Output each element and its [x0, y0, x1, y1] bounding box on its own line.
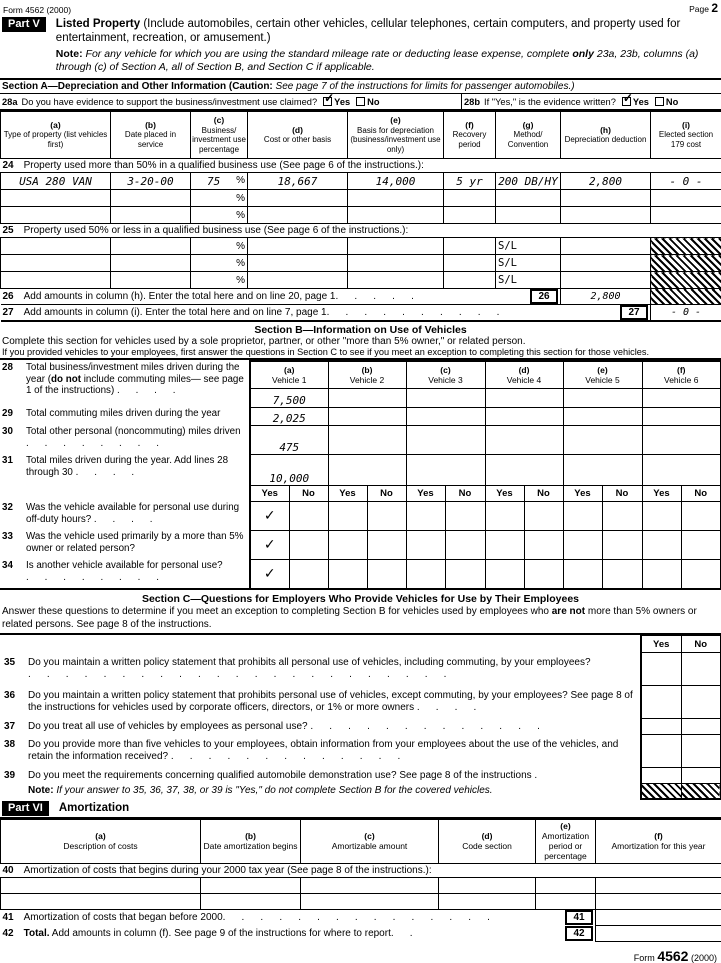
line-27-total[interactable]: - 0 - [651, 305, 721, 322]
line-30-vehicle-1[interactable]: 475 [250, 425, 328, 454]
line-28-vehicle-1[interactable]: 7,500 [250, 388, 328, 407]
q36-yes-cell[interactable] [641, 686, 681, 719]
v5-no-header: No [602, 485, 642, 501]
entry-cell[interactable] [444, 272, 496, 289]
hatched-cell [651, 255, 721, 272]
question-38-row [0, 735, 721, 768]
entry-cell[interactable] [1, 877, 201, 893]
sl-method-cell: S/L [496, 238, 561, 255]
yn-cell[interactable] [406, 559, 445, 589]
col-basis-depreciation: (e) Basis for depreciation (business/investment use only) [348, 112, 444, 159]
yn-cell[interactable] [367, 559, 406, 589]
q39-no-cell[interactable] [681, 768, 721, 784]
yes-no-header-row [0, 485, 721, 501]
entry-cell[interactable] [348, 190, 444, 207]
entry-cell[interactable] [561, 255, 651, 272]
col-date-amortization-begins: (b) Date amortization begins [201, 819, 301, 863]
entry-cell[interactable] [485, 425, 563, 454]
col-amortizable-amount: (c) Amortizable amount [301, 819, 439, 863]
yn-cell[interactable] [563, 501, 602, 530]
line-29-row [0, 407, 721, 425]
section-b-intro-1: Complete this section for vehicles used by a sole proprietor, partner, or other "more than 5% owner," or related person. [2, 336, 526, 347]
section-c-intro: Answer these questions to determine if you meet an exception to completing Section B for vehicles used by employees who are not more than 5% owners or related persons. See page 8 of the instructions. [0, 605, 721, 635]
entry-cell[interactable] [328, 425, 406, 454]
entry-cell[interactable]: 75 % [191, 173, 248, 190]
yn-cell[interactable] [524, 501, 563, 530]
line-25-label-row [1, 224, 721, 238]
q28b-no-checkbox[interactable] [655, 97, 664, 106]
hatched-cell [651, 289, 721, 305]
yn-cell[interactable] [602, 559, 642, 589]
line-40-entry-row-1 [1, 877, 721, 893]
line-29-vehicle-1[interactable]: 2,025 [250, 407, 328, 425]
entry-cell[interactable] [248, 238, 348, 255]
yn-cell[interactable] [524, 559, 563, 589]
part-vi-title: Amortization [58, 802, 130, 814]
line-27-row [1, 305, 721, 322]
line-42-row [1, 925, 721, 941]
section-a-table [0, 111, 721, 322]
form-number: 4562 [657, 947, 689, 963]
entry-cell[interactable] [348, 238, 444, 255]
line-31-vehicle-1[interactable]: 10,000 [250, 454, 328, 485]
section-c-note: Note: If your answer to 35, 36, 37, 38, or 39 is "Yes," do not complete Section B for the covered vehicles. [28, 785, 493, 796]
part-v-badge: Part V [2, 17, 46, 32]
col-code-section: (d) Code section [439, 819, 536, 863]
entry-cell[interactable]: 200 DB/HY [496, 173, 561, 190]
line-24-entry-row-2 [1, 190, 721, 207]
yn-cell[interactable] [642, 559, 681, 589]
entry-cell[interactable] [248, 207, 348, 224]
v6-yes-header: Yes [642, 485, 681, 501]
col-depreciation-deduction: (h) Depreciation deduction [561, 112, 651, 159]
line-25-entry-row-1 [1, 238, 721, 255]
check-icon: ✓ [324, 91, 335, 105]
line-33-row [0, 530, 721, 559]
question-35: 35 Do you maintain a written policy statement that prohibits all personal use of vehicles, including commuting, by your employees? . . . . . . . . . . . . . . . . . . . . . . . [4, 657, 591, 680]
yn-cell[interactable] [367, 530, 406, 559]
entry-cell[interactable] [406, 407, 485, 425]
entry-cell[interactable] [248, 272, 348, 289]
col-date-placed: (b) Date placed in service [111, 112, 191, 159]
q35-no-cell[interactable] [681, 653, 721, 686]
yn-cell[interactable] [563, 530, 602, 559]
yn-cell[interactable] [367, 501, 406, 530]
entry-cell[interactable] [563, 388, 642, 407]
line-25-entry-row-2 [1, 255, 721, 272]
entry-cell[interactable] [111, 207, 191, 224]
section-c-heading: Section C—Questions for Employers Who Provide Vehicles for Use by Their Employees [141, 593, 580, 605]
line-26-total[interactable]: 2,800 [561, 289, 651, 305]
col-recovery-period: (f) Recovery period [444, 112, 496, 159]
entry-cell[interactable] [596, 893, 721, 909]
line-31-row [0, 454, 721, 485]
entry-cell[interactable] [485, 407, 563, 425]
question-38: 38 Do you provide more than five vehicles to your employees, obtain information from your employees about the use of the vehicles, and retain the information received? . . . . . . . . . . . . . [4, 739, 619, 762]
entry-cell[interactable]: % [191, 272, 248, 289]
entry-cell[interactable] [348, 272, 444, 289]
line-32-row [0, 501, 721, 530]
page-number: Page 2 [689, 1, 718, 15]
section-b-intro-2: If you provided vehicles to your employees, first answer the questions in Section C to see if you meet an exception to completing this section for those vehicles. [0, 347, 721, 360]
vehicle-header-row [0, 361, 721, 388]
line-41-amount[interactable] [596, 909, 721, 925]
line-32-label: 32 Was the vehicle available for personal use during off-duty hours? . . . . [2, 502, 240, 525]
yn-cell[interactable] [485, 501, 524, 530]
yes-column-header: Yes [641, 636, 681, 653]
line-41-label: 41 Amortization of costs that began before 2000 . . . . . . . . . . . . . . . 41 [1, 909, 596, 925]
yn-cell[interactable] [524, 530, 563, 559]
line-34-row [0, 559, 721, 589]
vehicle-1-header: (a) Vehicle 1 [250, 361, 328, 388]
entry-cell[interactable] [596, 877, 721, 893]
entry-cell[interactable] [561, 190, 651, 207]
entry-cell[interactable] [328, 454, 406, 485]
vehicle-4-header: (d) Vehicle 4 [485, 361, 563, 388]
sl-method-cell: S/L [496, 272, 561, 289]
entry-cell[interactable] [561, 272, 651, 289]
entry-cell[interactable] [485, 454, 563, 485]
vehicle-6-header: (f) Vehicle 6 [642, 361, 721, 388]
v1-no-header: No [289, 485, 328, 501]
question-37-row [0, 719, 721, 735]
entry-cell[interactable]: 18,667 [248, 173, 348, 190]
entry-cell[interactable]: 5 yr [444, 173, 496, 190]
entry-cell[interactable] [406, 388, 485, 407]
check-icon: ✓ [263, 565, 276, 582]
q37-yes-cell[interactable] [641, 719, 681, 735]
q37-no-cell[interactable] [681, 719, 721, 735]
entry-cell[interactable] [111, 255, 191, 272]
q28a-yes-checkbox[interactable] [323, 91, 335, 106]
line-27-label: 27 Add amounts in column (i). Enter the total here and on line 7, page 1 . . . . . . . . . . 27 [1, 305, 651, 322]
part-vi-table [0, 819, 721, 942]
entry-cell[interactable] [496, 190, 561, 207]
line-24-label-row [1, 159, 721, 173]
entry-cell[interactable] [1, 893, 201, 909]
part-vi-header [0, 800, 721, 819]
line-42-label: 42 Total. Add amounts in column (f). See page 9 of the instructions for where to report . . 42 [1, 925, 596, 941]
yn-cell[interactable] [445, 559, 485, 589]
yn-cell[interactable] [289, 501, 328, 530]
vehicle-5-header: (e) Vehicle 5 [563, 361, 642, 388]
question-39-row [0, 768, 721, 784]
yn-cell[interactable] [289, 559, 328, 589]
line-40-label-row [1, 863, 721, 877]
v4-no-header: No [524, 485, 563, 501]
yn-cell[interactable] [445, 501, 485, 530]
entry-cell[interactable] [536, 877, 596, 893]
entry-cell[interactable] [561, 238, 651, 255]
line-25-label: 25 Property used 50% or less in a qualified business use (See page 6 of the instructions.): [1, 224, 721, 238]
entry-cell[interactable] [444, 207, 496, 224]
v2-no-header: No [367, 485, 406, 501]
yn-cell[interactable] [642, 530, 681, 559]
col-cost-basis: (d) Cost or other basis [248, 112, 348, 159]
col-business-use-pct: (c) Business/ investment use percentage [191, 112, 248, 159]
entry-cell[interactable] [406, 454, 485, 485]
yn-cell[interactable] [642, 501, 681, 530]
check-icon: ✓ [263, 536, 276, 553]
yn-cell[interactable] [602, 501, 642, 530]
entry-cell[interactable] [563, 407, 642, 425]
part-vi-header-row [1, 819, 721, 863]
entry-cell[interactable] [444, 255, 496, 272]
entry-cell[interactable] [201, 877, 301, 893]
q35-yes-cell[interactable] [641, 653, 681, 686]
q39-yes-cell[interactable] [641, 768, 681, 784]
line-32-v1-yes-cell[interactable] [250, 501, 289, 530]
entry-cell[interactable]: % [191, 190, 248, 207]
section-c-note-row [0, 784, 721, 799]
line-29-label: 29 Total commuting miles driven during the year [2, 408, 221, 419]
entry-cell[interactable]: % [191, 255, 248, 272]
q28a-no-checkbox[interactable] [356, 97, 365, 106]
yn-cell[interactable] [681, 559, 721, 589]
line-30-row [0, 425, 721, 454]
line-42-amount[interactable] [596, 925, 721, 941]
yn-cell[interactable] [485, 530, 524, 559]
yn-cell[interactable] [328, 530, 367, 559]
entry-cell[interactable] [1, 272, 111, 289]
entry-cell[interactable] [348, 255, 444, 272]
question-28b: 28b If "Yes," is the evidence written? ✓ Yes No [464, 91, 679, 107]
entry-cell[interactable] [301, 877, 439, 893]
line-34-v1-yes-cell[interactable] [250, 559, 289, 589]
line-33-label: 33 Was the vehicle used primarily by a more than 5% owner or related person? [2, 531, 244, 554]
entry-cell[interactable] [201, 893, 301, 909]
section-a-header-row [1, 112, 721, 159]
line-26-row [1, 289, 721, 305]
v4-yes-header: Yes [485, 485, 524, 501]
entry-cell[interactable] [496, 207, 561, 224]
entry-cell[interactable] [301, 893, 439, 909]
entry-cell[interactable] [642, 388, 721, 407]
entry-cell[interactable] [642, 407, 721, 425]
part-v-note: Note: For any vehicle for which you are using the standard mileage rate or deducting lease expense, complete only 23a, 23b, columns (a) through (c) of Section A, all of Section B, and Section C if applicable. [55, 48, 699, 73]
v3-no-header: No [445, 485, 485, 501]
check-icon: ✓ [622, 91, 633, 105]
line-41-box: 41 [565, 910, 593, 925]
col-description-of-costs: (a) Description of costs [1, 819, 201, 863]
entry-cell[interactable] [348, 207, 444, 224]
line-24-entry-row-3 [1, 207, 721, 224]
section-a-heading: Section A—Depreciation and Other Information (Caution: See page 7 of the instructions for limits for passenger automobiles.) [0, 78, 721, 94]
entry-cell[interactable] [328, 407, 406, 425]
entry-cell[interactable]: 3-20-00 [111, 173, 191, 190]
line-27-box: 27 [620, 305, 648, 320]
q38-no-cell[interactable] [681, 735, 721, 768]
col-amortization-this-year: (f) Amortization for this year [596, 819, 721, 863]
form-id: Form 4562 (2000) [3, 5, 72, 15]
entry-cell[interactable] [111, 190, 191, 207]
check-icon: ✓ [263, 507, 276, 524]
line-42-box: 42 [565, 926, 593, 941]
yn-cell[interactable] [289, 530, 328, 559]
entry-cell[interactable] [651, 190, 721, 207]
question-39: 39 Do you meet the requirements concerning qualified automobile demonstration use? See page 8 of the instructions . [4, 769, 539, 781]
q38-yes-cell[interactable] [641, 735, 681, 768]
line-28-label: 28 Total business/investment miles driven during the year (do not include commuting miles— see page 1 of the instructions) . . . . [2, 362, 244, 396]
hatched-cell [651, 272, 721, 289]
entry-cell[interactable] [444, 238, 496, 255]
question-35-row [0, 653, 721, 686]
line-41-row [1, 909, 721, 925]
entry-cell[interactable] [1, 238, 111, 255]
line-24-entry-row-1 [1, 173, 721, 190]
entry-cell[interactable] [1, 190, 111, 207]
section-c-yes-no-header [0, 636, 721, 653]
line-31-label: 31 Total miles driven during the year. Add lines 28 through 30 . . . . [2, 455, 229, 478]
vehicle-2-header: (b) Vehicle 2 [328, 361, 406, 388]
entry-cell[interactable] [444, 190, 496, 207]
entry-cell[interactable]: % [191, 207, 248, 224]
entry-cell[interactable] [651, 207, 721, 224]
entry-cell[interactable] [328, 388, 406, 407]
entry-cell[interactable] [642, 425, 721, 454]
entry-cell[interactable] [1, 207, 111, 224]
col-type-of-property: (a) Type of property (list vehicles first) [1, 112, 111, 159]
q28b-yes-checkbox[interactable] [622, 91, 633, 106]
entry-cell[interactable]: USA 280 VAN [1, 173, 111, 190]
yn-cell[interactable] [445, 530, 485, 559]
line-24-label: 24 Property used more than 50% in a qualified business use (See page 6 of the instructions.): [1, 159, 721, 173]
entry-cell[interactable] [563, 454, 642, 485]
col-method-convention: (g) Method/ Convention [496, 112, 561, 159]
line-26-label: 26 Add amounts in column (h). Enter the total here and on line 20, page 1 . . . . . 26 [1, 289, 561, 305]
section-b-table [0, 360, 721, 590]
line-34-label: 34 Is another vehicle available for personal use? . . . . . . . . [2, 560, 223, 583]
no-column-header: No [681, 636, 721, 653]
yn-cell[interactable] [485, 559, 524, 589]
yn-cell[interactable] [406, 501, 445, 530]
entry-cell[interactable] [561, 207, 651, 224]
page-footer: Form 4562 (2000) [633, 947, 717, 963]
hatched-cell [681, 784, 721, 799]
entry-cell[interactable] [1, 255, 111, 272]
entry-cell[interactable] [111, 272, 191, 289]
entry-cell[interactable] [536, 893, 596, 909]
entry-cell[interactable] [563, 425, 642, 454]
question-28-row [0, 91, 721, 111]
yn-cell[interactable] [328, 559, 367, 589]
part-v-title: Listed Property (Include automobiles, certain other vehicles, cellular telephones, certain computers, and property used for entertainment, recreation, or amusement.) [55, 18, 681, 44]
section-b-heading: Section B—Information on Use of Vehicles [254, 324, 467, 336]
v5-yes-header: Yes [563, 485, 602, 501]
entry-cell[interactable] [439, 893, 536, 909]
col-elected-179: (i) Elected section 179 cost [651, 112, 721, 159]
yn-cell[interactable] [681, 530, 721, 559]
entry-cell[interactable] [248, 190, 348, 207]
col-amortization-period: (e) Amortization period or percentage [536, 819, 596, 863]
yn-cell[interactable] [563, 559, 602, 589]
entry-cell[interactable] [406, 425, 485, 454]
entry-cell[interactable] [111, 238, 191, 255]
section-c-table [0, 635, 721, 800]
vehicle-3-header: (c) Vehicle 3 [406, 361, 485, 388]
entry-cell[interactable]: % [191, 238, 248, 255]
yn-cell[interactable] [602, 530, 642, 559]
entry-cell[interactable] [485, 388, 563, 407]
v6-no-header: No [681, 485, 721, 501]
page-header [0, 2, 721, 15]
yn-cell[interactable] [328, 501, 367, 530]
line-25-entry-row-3 [1, 272, 721, 289]
line-40-label: 40 Amortization of costs that begins during your 2000 tax year (See page 8 of the instructions.): [1, 863, 721, 877]
question-37: 37 Do you treat all use of vehicles by employees as personal use? . . . . . . . . . . . . . [4, 720, 541, 732]
entry-cell[interactable] [439, 877, 536, 893]
entry-cell[interactable] [248, 255, 348, 272]
line-40-entry-row-2 [1, 893, 721, 909]
entry-cell[interactable] [642, 454, 721, 485]
entry-cell[interactable]: 2,800 [561, 173, 651, 190]
line-26-box: 26 [530, 289, 558, 304]
sl-method-cell: S/L [496, 255, 561, 272]
question-28a: 28a Do you have evidence to support the business/investment use claimed? ✓ Yes No [0, 94, 462, 109]
v1-yes-header: Yes [250, 485, 289, 501]
line-33-v1-yes-cell[interactable] [250, 530, 289, 559]
part-v-header [0, 15, 721, 74]
q36-no-cell[interactable] [681, 686, 721, 719]
question-36-row [0, 686, 721, 719]
line-30-label: 30 Total other personal (noncommuting) miles driven . . . . . . . . [2, 426, 241, 449]
v2-yes-header: Yes [328, 485, 367, 501]
yn-cell[interactable] [406, 530, 445, 559]
v3-yes-header: Yes [406, 485, 445, 501]
hatched-cell [651, 238, 721, 255]
hatched-cell [641, 784, 681, 799]
question-36: 36 Do you maintain a written policy statement that prohibits personal use of vehicles, except commuting, by your employees? See page 8 of the instructions for vehicles used by corporate officers, directors, or 1% or more owners . . . . [4, 690, 633, 713]
entry-cell[interactable]: - 0 - [651, 173, 721, 190]
part-vi-badge: Part VI [2, 801, 49, 816]
yn-cell[interactable] [681, 501, 721, 530]
entry-cell[interactable]: 14,000 [348, 173, 444, 190]
